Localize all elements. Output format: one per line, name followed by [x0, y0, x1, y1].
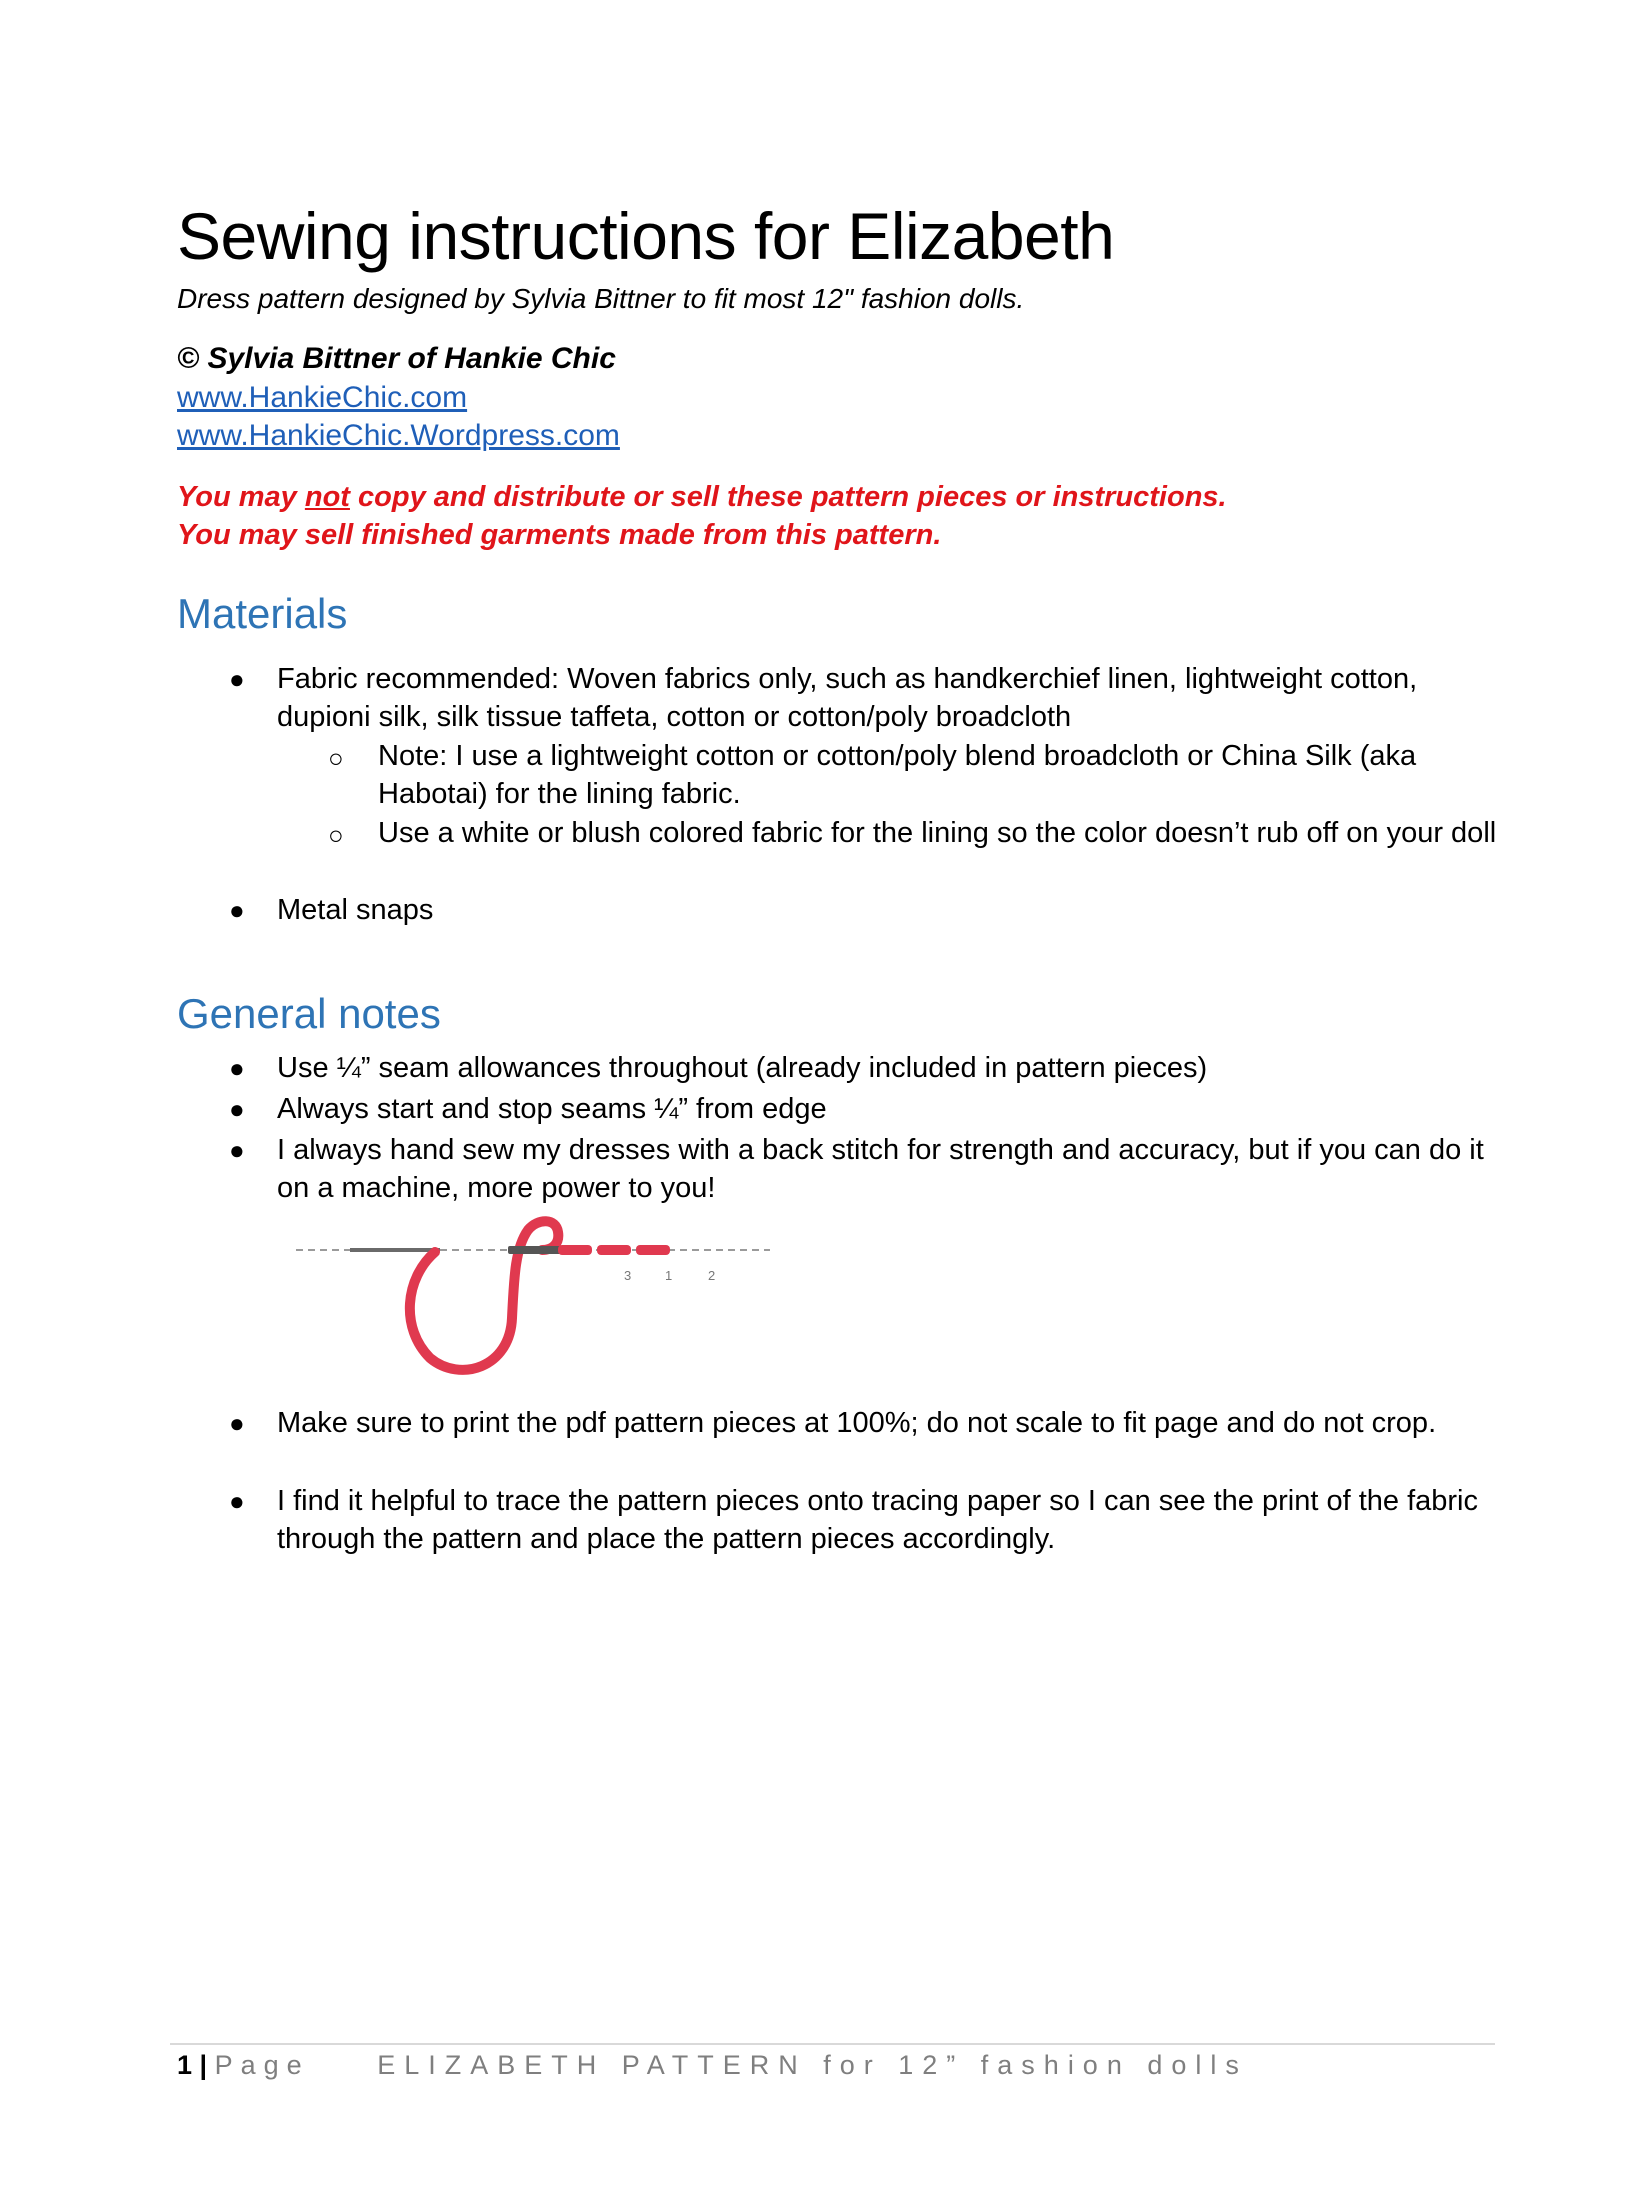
copyright-line: © Sylvia Bittner of Hankie Chic [177, 342, 616, 375]
warning-suffix: copy and distribute or sell these pattern pieces or instructions. [349, 481, 1227, 513]
warning-emphasis: not [304, 481, 350, 513]
sub-list-item [328, 737, 1498, 813]
stitch-segment [636, 1245, 670, 1255]
bullet-icon: ● [229, 1408, 245, 1438]
thread-loop [410, 1221, 558, 1370]
warning-prefix: You may [177, 481, 305, 513]
stitch-segment [558, 1245, 592, 1255]
needle-shaft-left [350, 1248, 440, 1252]
list-item [229, 891, 1497, 929]
page-word: Page [214, 2050, 310, 2080]
copyright-warning-line-2: You may sell finished garments made from this pattern. [177, 519, 942, 551]
footer-divider [170, 2043, 1495, 2045]
list-item [229, 660, 1497, 736]
bullet-icon: ● [229, 1135, 245, 1165]
general-notes-heading: General notes [177, 990, 441, 1037]
page-number: 1 [177, 2050, 193, 2080]
circle-bullet-icon: ○ [328, 820, 344, 850]
bullet-icon: ● [229, 1053, 245, 1083]
list-item [229, 1404, 1497, 1442]
back-stitch-diagram [290, 1208, 780, 1388]
bullet-icon: ● [229, 664, 245, 694]
sub-list-item-text: Use a white or blush colored fabric for the lining so the color doesn’t rub off on your doll [378, 817, 1497, 849]
list-item-text: Use ¼” seam allowances throughout (already included in pattern pieces) [277, 1052, 1208, 1084]
bullet-icon: ● [229, 895, 245, 925]
subtitle: Dress pattern designed by Sylvia Bittner to fit most 12" fashion dolls. [177, 283, 1025, 314]
stitch-label-1: 1 [665, 1268, 673, 1283]
list-item [229, 1482, 1497, 1558]
list-item-text: Fabric recommended: Woven fabrics only, such as handkerchief linen, lightweight cotton, dupioni silk, silk tissue taffeta, cotton or cotton/poly broadcloth [277, 663, 1418, 733]
sub-list-item [328, 814, 1498, 852]
list-item [229, 1049, 1497, 1087]
list-item [229, 1090, 1497, 1128]
stitch-label-3: 3 [624, 1268, 632, 1283]
circle-bullet-icon: ○ [328, 743, 344, 773]
page-title: Sewing instructions for Elizabeth [177, 199, 1115, 273]
footer-separator: | [199, 2050, 208, 2080]
bullet-icon: ● [229, 1486, 245, 1516]
sub-list-item-text: Note: I use a lightweight cotton or cotton/poly blend broadcloth or China Silk (aka Habotai) for the lining fabric. [378, 740, 1417, 810]
list-item-text: Metal snaps [277, 894, 434, 926]
list-item-text: Always start and stop seams ¼” from edge [277, 1093, 827, 1125]
bullet-icon: ● [229, 1094, 245, 1124]
materials-heading: Materials [177, 590, 348, 637]
blog-link[interactable]: www.HankieChic.Wordpress.com [177, 419, 620, 452]
list-item-text: Make sure to print the pdf pattern pieces at 100%; do not scale to fit page and do not crop. [277, 1407, 1437, 1439]
website-link[interactable]: www.HankieChic.com [177, 381, 468, 414]
stitch-label-2: 2 [708, 1268, 716, 1283]
page-footer [177, 2050, 1248, 2081]
footer-document-title: ELIZABETH PATTERN for 12” fashion dolls [377, 2050, 1248, 2080]
copyright-warning-line-1 [177, 481, 1227, 514]
list-item-text: I find it helpful to trace the pattern pieces onto tracing paper so I can see the print of the fabric through the pattern and place the pattern pieces accordingly. [277, 1485, 1478, 1555]
stitch-segment [597, 1245, 631, 1255]
list-item [229, 1131, 1497, 1207]
list-item-text: I always hand sew my dresses with a back stitch for strength and accuracy, but if you can do it on a machine, more power to you! [277, 1134, 1484, 1204]
